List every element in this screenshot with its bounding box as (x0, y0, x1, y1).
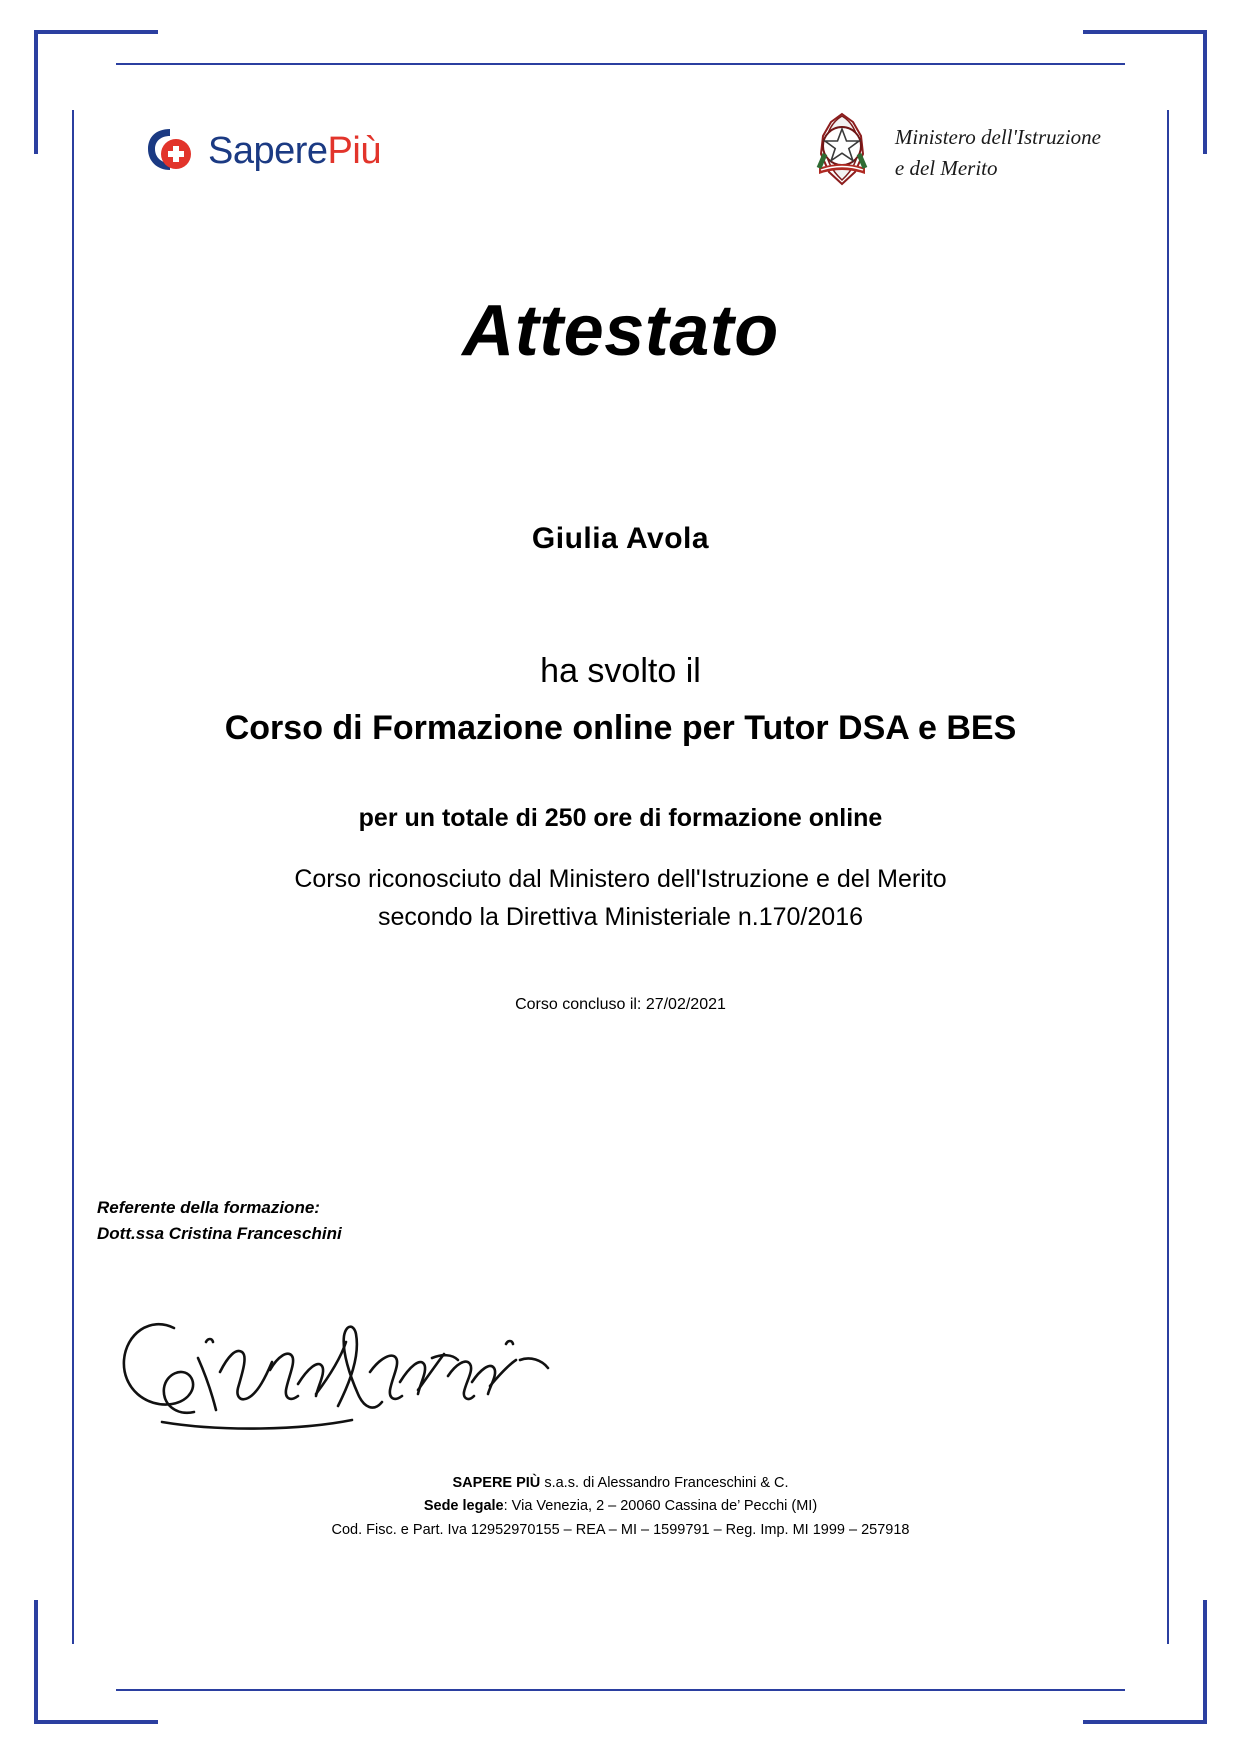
handwritten-signature-icon (102, 1298, 572, 1448)
ministry-block (803, 110, 1101, 196)
footer-line-1 (0, 1472, 1241, 1495)
certificate-body (90, 290, 1151, 1014)
recipient-name: Giulia Avola (531, 522, 710, 555)
logo-wordmark (208, 130, 381, 173)
signature-person-name: Dott.ssa Cristina Franceschini (97, 1224, 342, 1244)
completion-date: Corso concluso il: 27/02/2021 (515, 996, 726, 1013)
footer-company-rest: s.a.s. di Alessandro Franceschini & C. (540, 1474, 789, 1491)
frame-rule-bottom (116, 1689, 1125, 1691)
frame-corner-bottom-right (1083, 1600, 1207, 1724)
logo-word-piu: Più (327, 129, 381, 172)
ministry-line-1: Ministero dell'Istruzione (894, 124, 1101, 149)
footer-address-value: : Via Venezia, 2 – 20060 Cassina de’ Pecchi (MI) (503, 1498, 818, 1515)
sapere-piu-logo (140, 122, 381, 180)
sapere-piu-logo-icon (140, 122, 198, 180)
footer-line-3: Cod. Fisc. e Part. Iva 12952970155 – REA – MI – 1599791 – Reg. Imp. MI 1999 – 257918 (331, 1521, 910, 1538)
signature-role (97, 1195, 572, 1248)
frame-corner-bottom-left (34, 1600, 158, 1724)
course-title: Corso di Formazione online per Tutor DSA e BES (224, 709, 1017, 747)
course-hours: per un totale di 250 ore di formazione online (358, 804, 883, 832)
frame-rule-top (116, 63, 1125, 65)
italian-republic-emblem-icon (803, 110, 881, 196)
ministry-name (895, 122, 1101, 185)
recognition-note (90, 861, 1151, 936)
certificate-header (110, 100, 1131, 210)
footer-address-label: Sede legale (423, 1498, 504, 1515)
logo-word-sapere: Sapere (208, 129, 328, 172)
ministry-line-2: e del Merito (894, 156, 998, 180)
recognition-line-1: Corso riconosciuto dal Ministero dell'Istruzione e del Merito (294, 865, 947, 893)
signature-block (97, 1195, 572, 1448)
achievement-phrase: ha svolto il (540, 652, 701, 690)
recognition-line-2: secondo la Direttiva Ministeriale n.170/2016 (378, 902, 863, 931)
footer-line-2 (0, 1495, 1241, 1518)
page-title: Attestato (462, 291, 779, 371)
company-footer (0, 1472, 1241, 1542)
signature-role-label: Referente della formazione: (97, 1198, 320, 1217)
frame-rule-left (72, 110, 74, 1644)
frame-rule-right (1167, 110, 1169, 1644)
footer-company-name: SAPERE PIÙ (452, 1474, 541, 1491)
